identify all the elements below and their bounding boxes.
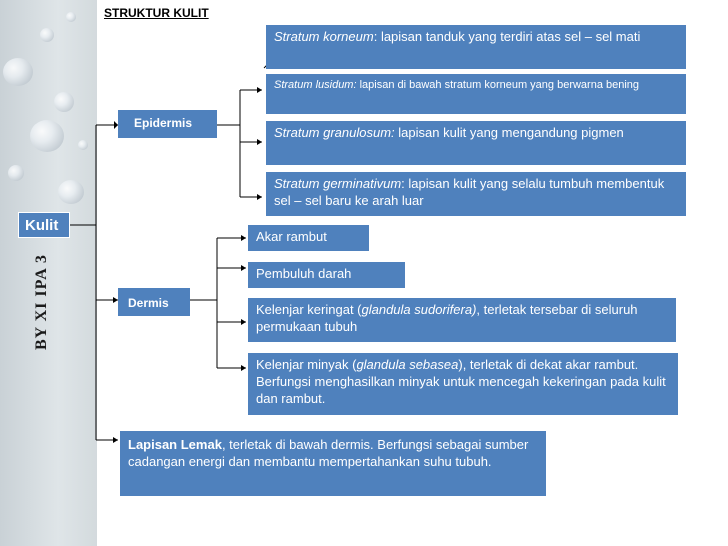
kulit-label: Kulit (25, 217, 59, 234)
dermis-item (248, 262, 405, 288)
item-term: Stratum germinativum (274, 176, 402, 191)
item-text: Akar rambut (256, 229, 327, 244)
page-title: STRUKTUR KULIT (104, 6, 209, 20)
epidermis-item (266, 25, 686, 69)
item-pre: Kelenjar minyak ( (256, 357, 357, 372)
item-desc: lapisan kulit yang mengandung pigmen (398, 125, 624, 140)
item-desc: lapisan tanduk yang terdiri atas sel – sel mati (380, 29, 641, 44)
side-label: BY XI IPA 3 (33, 254, 50, 350)
dermis-item (248, 225, 369, 251)
item-term: glandula sudorifera) (361, 302, 477, 317)
lemak-desc: , terletak di bawah dermis. Berfungsi sebagai sumber cadangan energi dan membantu mempertahankan suhu tubuh. (128, 437, 529, 469)
item-post: ), terletak di dekat akar rambut. Berfungsi menghasilkan minyak untuk mencegah kekeringan pada kulit dan rambut. (256, 357, 666, 406)
lapisan-lemak-node (120, 431, 546, 496)
epidermis-node (118, 110, 217, 138)
item-post: , terletak tersebar di seluruh permukaan tubuh (256, 302, 638, 334)
dermis-item (248, 298, 676, 342)
item-pre: Kelenjar keringat ( (256, 302, 362, 317)
epidermis-label: Epidermis (134, 116, 193, 130)
epidermis-item (266, 172, 686, 216)
dermis-label: Dermis (128, 296, 169, 310)
item-text: Pembuluh darah (256, 266, 352, 281)
item-term: Stratum lusidum: (274, 79, 357, 91)
lemak-term: Lapisan Lemak (128, 437, 222, 452)
item-term: Stratum granulosum: (274, 125, 395, 140)
item-term: glandula sebasea (356, 357, 459, 372)
dermis-node (118, 288, 190, 316)
item-sep: : (401, 176, 409, 191)
item-sep: : (373, 29, 381, 44)
item-term: Stratum korneum (274, 29, 374, 44)
epidermis-item (266, 74, 686, 114)
epidermis-item (266, 121, 686, 165)
item-desc: lapisan kulit yang selalu tumbuh membentuk sel – sel baru ke arah luar (274, 176, 665, 208)
item-desc: lapisan di bawah stratum korneum yang berwarna bening (359, 79, 640, 91)
dermis-item (248, 353, 678, 415)
